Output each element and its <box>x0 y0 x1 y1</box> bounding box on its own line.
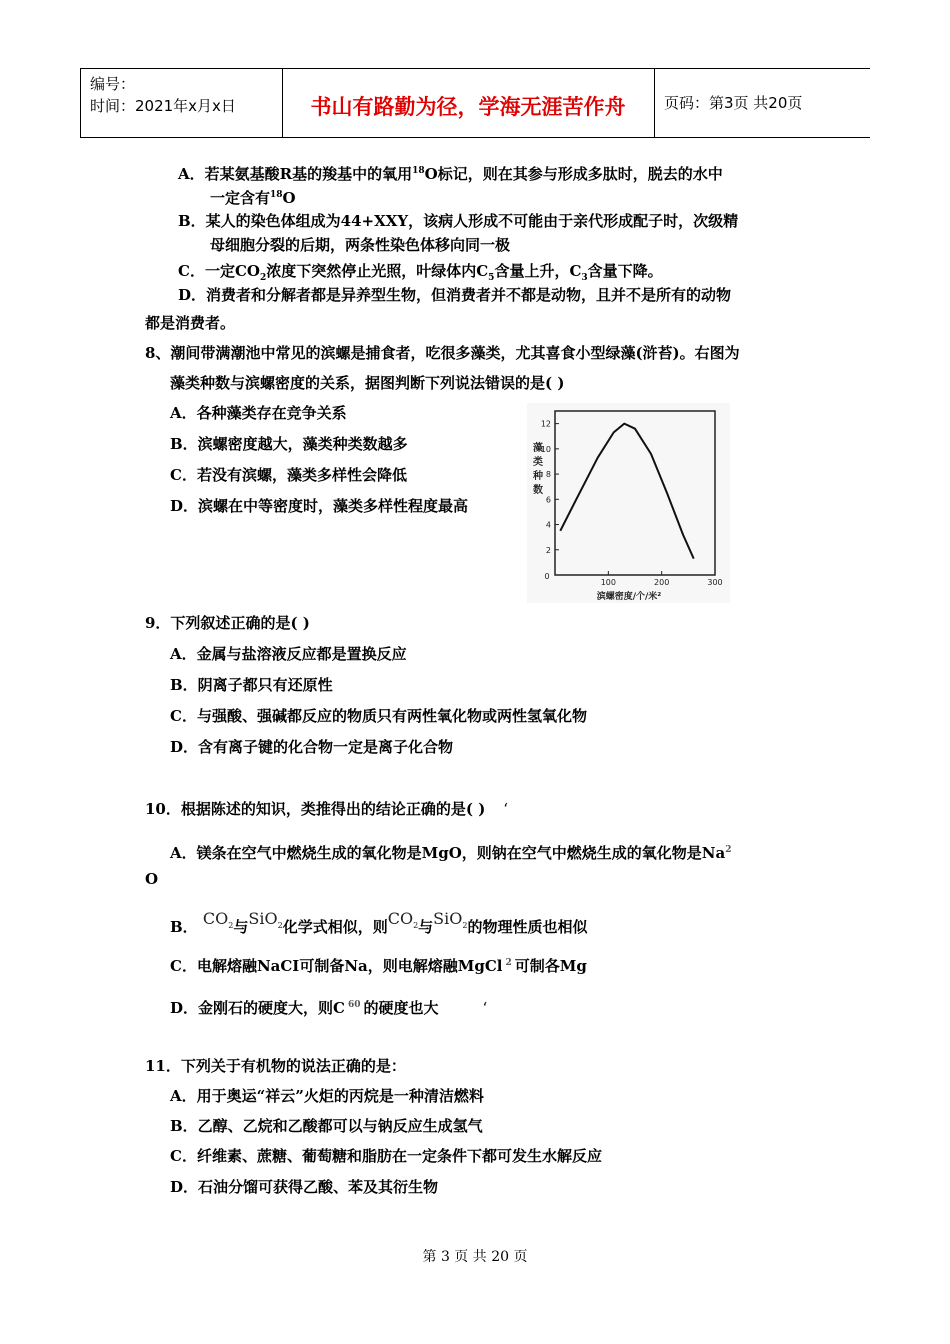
q7-option-d-line1: D．消费者和分解者都是异养型生物，但消费者并不都是动物，且并不是所有的动物 <box>178 286 732 304</box>
q9-option-b: B．阴离子都只有还原性 <box>170 676 333 694</box>
page-footer: 第 3 页 共 20 页 <box>422 1249 528 1265</box>
y-tick-label: 10 <box>540 444 551 454</box>
q9-stem: 9．下列叙述正确的是( ) <box>145 614 310 632</box>
co2-formula-2: $CO_2$ <box>387 909 419 931</box>
y-tick-label: 8 <box>545 470 551 480</box>
q10-option-b: B． $CO_2$与SiO$_2$化学式相似，则$CO_2$与SiO$_2$的物理性质也相似 <box>170 909 588 936</box>
page-info: 页码：第3页 共20页 <box>664 94 803 112</box>
page-header <box>80 68 870 138</box>
header-meta <box>90 73 236 117</box>
y-axis-label-char: 种 <box>533 471 543 482</box>
origin-label: 0 <box>544 572 550 581</box>
x-axis-label: 滨螺密度/个/米² <box>596 592 662 602</box>
y-tick-label: 6 <box>545 495 551 505</box>
q7-option-d-line2: 都是消费者。 <box>145 314 236 332</box>
q9-option-c: C．与强酸、强碱都反应的物质只有两性氧化物或两性氢氧化物 <box>170 707 587 725</box>
q8-option-a: A．各种藻类存在竞争关系 <box>170 404 347 422</box>
q10-option-a-line1: A．镁条在空气中燃烧生成的氧化物是MgO，则钠在空气中燃烧生成的氧化物是Na$^2$ <box>170 844 732 862</box>
y-tick-label: 2 <box>545 545 551 555</box>
algae-snail-chart <box>527 403 730 603</box>
q7-option-a-line2: 一定含有$^{18}$O <box>210 189 296 207</box>
q8-option-c: C．若没有滨螺，藻类多样性会降低 <box>170 466 407 484</box>
q8-option-b: B．滨螺密度越大，藻类种类数越多 <box>170 435 408 453</box>
x-tick-label: 300 <box>707 578 723 587</box>
q11-stem: 11．下列关于有机物的说法正确的是： <box>145 1057 406 1075</box>
motto: 书山有路勤为径，学海无涯苦作舟 <box>310 95 626 119</box>
y-axis-label-char: 数 <box>533 485 543 496</box>
y-tick-label: 12 <box>540 419 551 429</box>
q7-option-a-line1: A．若某氨基酸R基的羧基中的氧用$^{18}$O标记，则在其参与形成多肽时，脱去的水中 <box>178 165 723 183</box>
q11-option-d: D．石油分馏可获得乙酸、苯及其衍生物 <box>170 1178 439 1196</box>
y-tick-label: 4 <box>545 520 551 530</box>
x-tick-label: 100 <box>600 578 616 587</box>
q7-option-b-line2: 母细胞分裂的后期，两条性染色体移向同一极 <box>210 236 511 254</box>
header-divider-2 <box>654 69 655 137</box>
q8-stem-line2: 藻类种数与滨螺密度的关系，据图判断下列说法错误的是( ) <box>170 374 565 392</box>
y-axis-label-char: 藻 <box>533 443 543 454</box>
q7-option-b-line1: B．某人的染色体组成为44+XXY，该病人形成不可能由于亲代形成配子时，次级精 <box>178 212 739 230</box>
y-axis-label-char: 类 <box>533 457 543 468</box>
time-label: 时间：2021年x月x日 <box>90 97 236 115</box>
q9-option-d: D．含有离子键的化合物一定是离子化合物 <box>170 738 454 756</box>
series-line <box>560 424 693 559</box>
sio2-formula: SiO$_2$ <box>248 909 283 931</box>
chart-svg <box>527 403 730 603</box>
co2-formula: $CO_2$ <box>202 909 234 931</box>
q7-option-c: C．一定$CO_2$浓度下突然停止光照，叶绿体内$C_5$含量上升，$C_3$含量下降。 <box>178 262 663 283</box>
header-border-left <box>80 69 81 137</box>
q10-option-d: D．金刚石的硬度大，则C $^{60}$ 的硬度也大 ‘ <box>170 999 488 1017</box>
q11-option-a: A．用于奥运“祥云”火炬的丙烷是一种清洁燃料 <box>170 1087 484 1105</box>
q9-option-a: A．金属与盐溶液反应都是置换反应 <box>170 645 407 663</box>
q10-option-a-line2: O <box>145 870 159 888</box>
q11-option-b: B．乙醇、乙烷和乙酸都可以与钠反应生成氢气 <box>170 1117 483 1135</box>
number-label: 编号： <box>90 75 136 93</box>
q8-stem-line1: 8、潮间带满潮池中常见的滨螺是捕食者，吃很多藻类，尤其喜食小型绿藻(浒苔)。右图为 <box>145 344 740 362</box>
q10-option-c: C．电解熔融NaCI可制备Na，则电解熔融MgCl $^2$ 可制各Mg <box>170 957 587 975</box>
sio2-formula-2: SiO$_2$ <box>433 909 468 931</box>
q10-stem: 10．根据陈述的知识，类推得出的结论正确的是( ) ‘ <box>145 800 509 818</box>
q8-option-d: D．滨螺在中等密度时，藻类多样性程度最高 <box>170 497 469 515</box>
x-tick-label: 200 <box>654 578 670 587</box>
q11-option-c: C．纤维素、蔗糖、葡萄糖和脂肪在一定条件下都可发生水解反应 <box>170 1147 602 1165</box>
